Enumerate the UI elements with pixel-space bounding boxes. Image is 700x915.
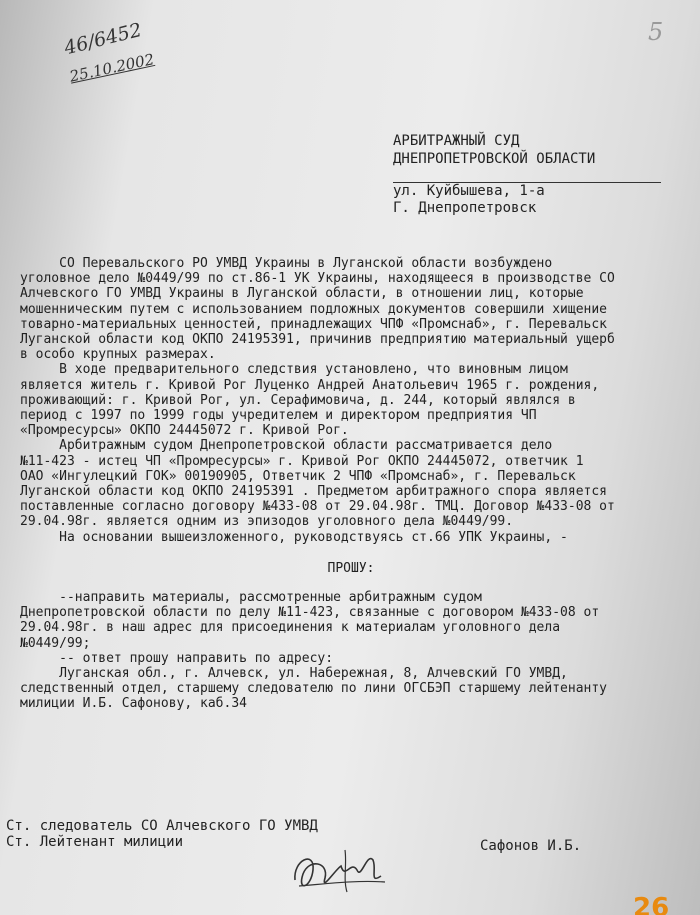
body-line: Алчевского ГО УМВД Украины в Луганской области, в отношении лиц, которые [20, 286, 584, 302]
request-heading: ПРОШУ: [327, 560, 375, 576]
body-line: ОАО «Ингулецкий ГОК» 00190905, Ответчик 2 ЧПФ «Промснаб», г. Перевальск [20, 468, 576, 484]
handwritten-registration-date: 25.10.2002 [68, 50, 156, 86]
body-line: Арбитражным судом Днепропетровской области рассматривается дело [20, 438, 553, 454]
body-line: мошенническим путем с использованием подложных документов совершили хищение [20, 301, 607, 317]
request-line: Луганская обл., г. Алчевск, ул. Набережная, 8, Алчевский ГО УМВД, [20, 666, 568, 682]
body-line: период с 1997 по 1999 годы учредителем и директором предприятия ЧП [20, 408, 537, 424]
request-line: Днепропетровской области по делу №11-423, связанные с договором №433-08 от [20, 605, 600, 621]
letter-body [20, 256, 682, 712]
signer-title: Ст. следователь СО Алчевского ГО УМВД [6, 818, 318, 834]
signer-rank: Ст. Лейтенант милиции [6, 834, 184, 850]
body-line: в особо крупных размерах. [20, 347, 216, 363]
addressee-line2: ДНЕПРОПЕТРОВСКОЙ ОБЛАСТИ [393, 151, 596, 167]
request-line: №0449/99; [20, 635, 91, 651]
request-line: -- ответ прошу направить по адресу: [20, 650, 334, 666]
body-line: 29.04.98г. является одним из эпизодов уголовного дела №0449/99. [20, 514, 514, 530]
body-line: уголовное дело №0449/99 по ст.86-1 УК Украины, находящееся в производстве СО [20, 271, 615, 287]
body-line: Луганской области код ОКПО 24195391, причинив предприятию материальный ущерб [20, 332, 615, 348]
request-line: следственный отдел, старшему следователю по лини ОГСБЭП старшему лейтенанту [20, 681, 607, 697]
handwritten-signature [285, 840, 395, 900]
page-number-mark: 5 [648, 18, 664, 46]
addressee-line1: АРБИТРАЖНЫЙ СУД [393, 133, 520, 149]
addressee-street: ул. Куйбышева, 1-а [393, 183, 545, 199]
body-line: является житель г. Кривой Рог Луценко Андрей Анатольевич 1965 г. рождения, [20, 377, 600, 393]
body-line: поставленные согласно договору №433-08 от 29.04.98г. ТМЦ. Договор №433-08 от [20, 499, 615, 515]
request-line: милиции И.Б. Сафонову, каб.34 [20, 696, 247, 712]
signer-name: Сафонов И.Б. [480, 838, 582, 854]
request-line: --направить материалы, рассмотренные арбитражным судом [20, 590, 482, 606]
addressee-city: Г. Днепропетровск [393, 200, 537, 216]
body-line: СО Перевальского РО УМВД Украины в Луганской области возбуждено [20, 256, 553, 271]
corner-mark: 26 [633, 893, 670, 915]
body-line: Луганской области код ОКПО 24195391 . Предметом арбитражного спора является [20, 484, 607, 500]
body-line: «Промресурсы» ОКПО 24445072 г. Кривой Рог. [20, 423, 349, 439]
handwritten-registration-number: 46/6452 [62, 18, 144, 60]
body-line: товарно-материальных ценностей, принадлежащих ЧПФ «Промснаб», г. Перевальск [20, 316, 607, 332]
request-line: 29.04.98г. в наш адрес для присоединения к материалам уголовного дела [20, 620, 561, 636]
body-line: В ходе предварительного следствия установлено, что виновным лицом [20, 362, 568, 378]
body-line: На основании вышеизложенного, руководствуясь ст.66 УПК Украины, - [20, 529, 568, 545]
body-line: №11-423 - истец ЧП «Промресурсы» г. Кривой Рог ОКПО 24445072, ответчик 1 [20, 453, 584, 469]
body-line: проживающий: г. Кривой Рог, ул. Серафимовича, д. 244, который являлся в [20, 392, 576, 408]
